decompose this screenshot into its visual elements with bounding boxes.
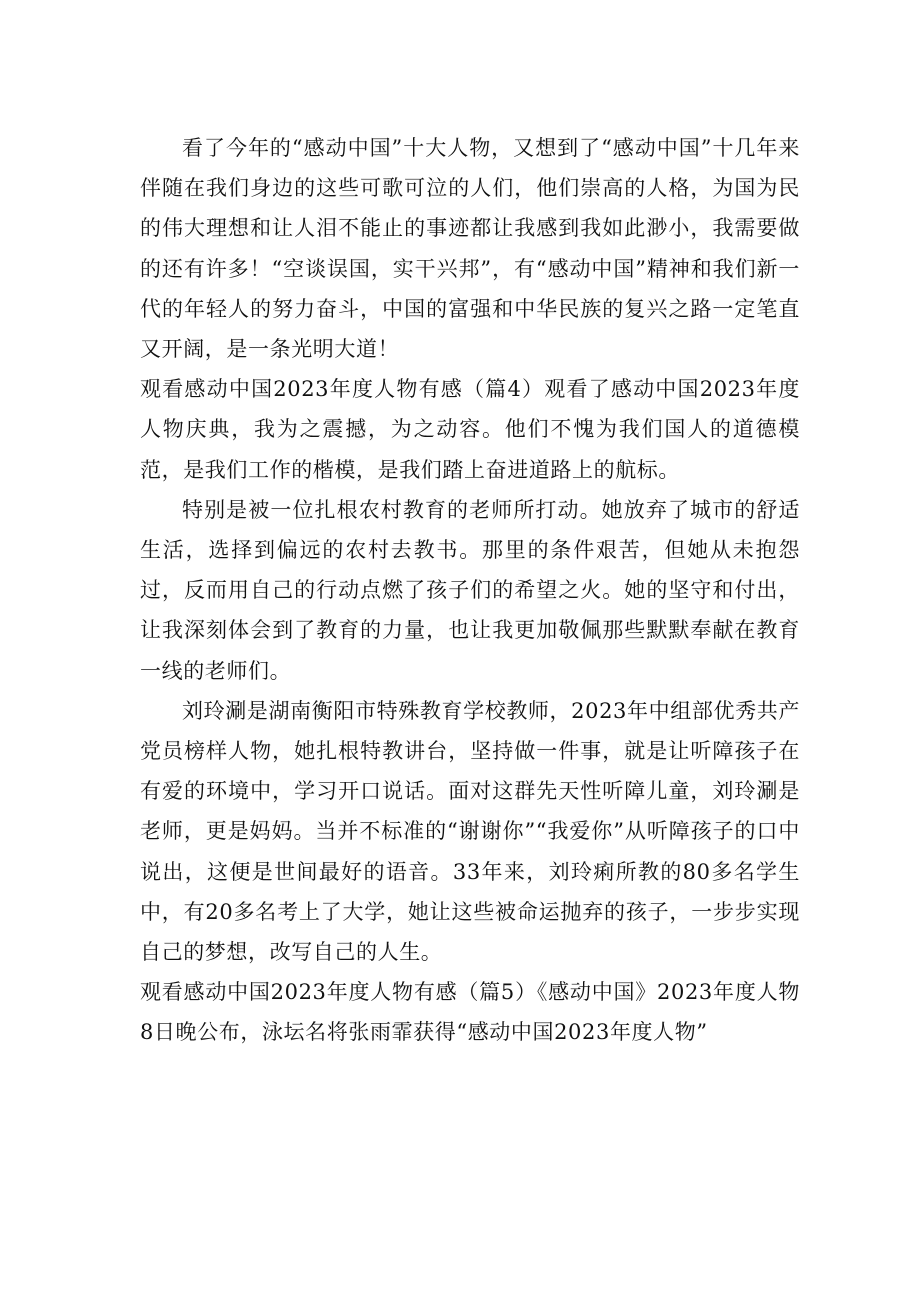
paragraph-rural-teacher: 特别是被一位扎根农村教育的老师所打动。她放弃了城市的舒适生活，选择到偏远的农村去教书。那里的条件艰苦，但她从未抱怨过，反而用自己的行动点燃了孩子们的希望之火。她的坚守和付出，让我深刻体会到了教育的力量，也让我更加敬佩那些默默奉献在教育一线的老师们。 — [140, 497, 800, 683]
document-page — [140, 128, 800, 1053]
paragraph-reflection: 看了今年的“感动中国”十大人物，又想到了“感动中国”十几年来伴随在我们身边的这些可歌可泣的人们，他们崇高的人格，为国为民的伟大理想和让人泪不能止的事迹都让我感到我如此渺小，我需要做的还有许多！“空谈误国，实干兴邦”，有“感动中国”精神和我们新一代的年轻人的努力奋斗，中国的富强和中华民族的复兴之路一定笔直又开阔，是一条光明大道！ — [140, 136, 800, 362]
paragraph-essay-4-intro: 观看感动中国2023年度人物有感（篇4）观看了感动中国2023年度人物庆典，我为之震撼，为之动容。他们不愧为我们国人的道德模范，是我们工作的楷模，是我们踏上奋进道路上的航标。 — [140, 377, 800, 482]
paragraph-essay-5-intro: 观看感动中国2023年度人物有感（篇5）《感动中国》2023年度人物8日晚公布，泳坛名将张雨霏获得“感动中国2023年度人物” — [140, 980, 800, 1045]
paragraph-liu-lingshuan: 刘玲涮是湖南衡阳市特殊教育学校教师，2023年中组部优秀共产党员榜样人物，她扎根特教讲台，坚持做一件事，就是让听障孩子在有爱的环境中，学习开口说话。面对这群先天性听障儿童，刘玲涮是老师，更是妈妈。当并不标准的“谢谢你”“我爱你”从听障孩子的口中说出，这便是世间最好的语音。33年来，刘玲痢所教的80多名学生中，有20多名考上了大学，她让这些被命运抛弃的孩子，一步步实现自己的梦想，改写自己的人生。 — [140, 698, 800, 965]
